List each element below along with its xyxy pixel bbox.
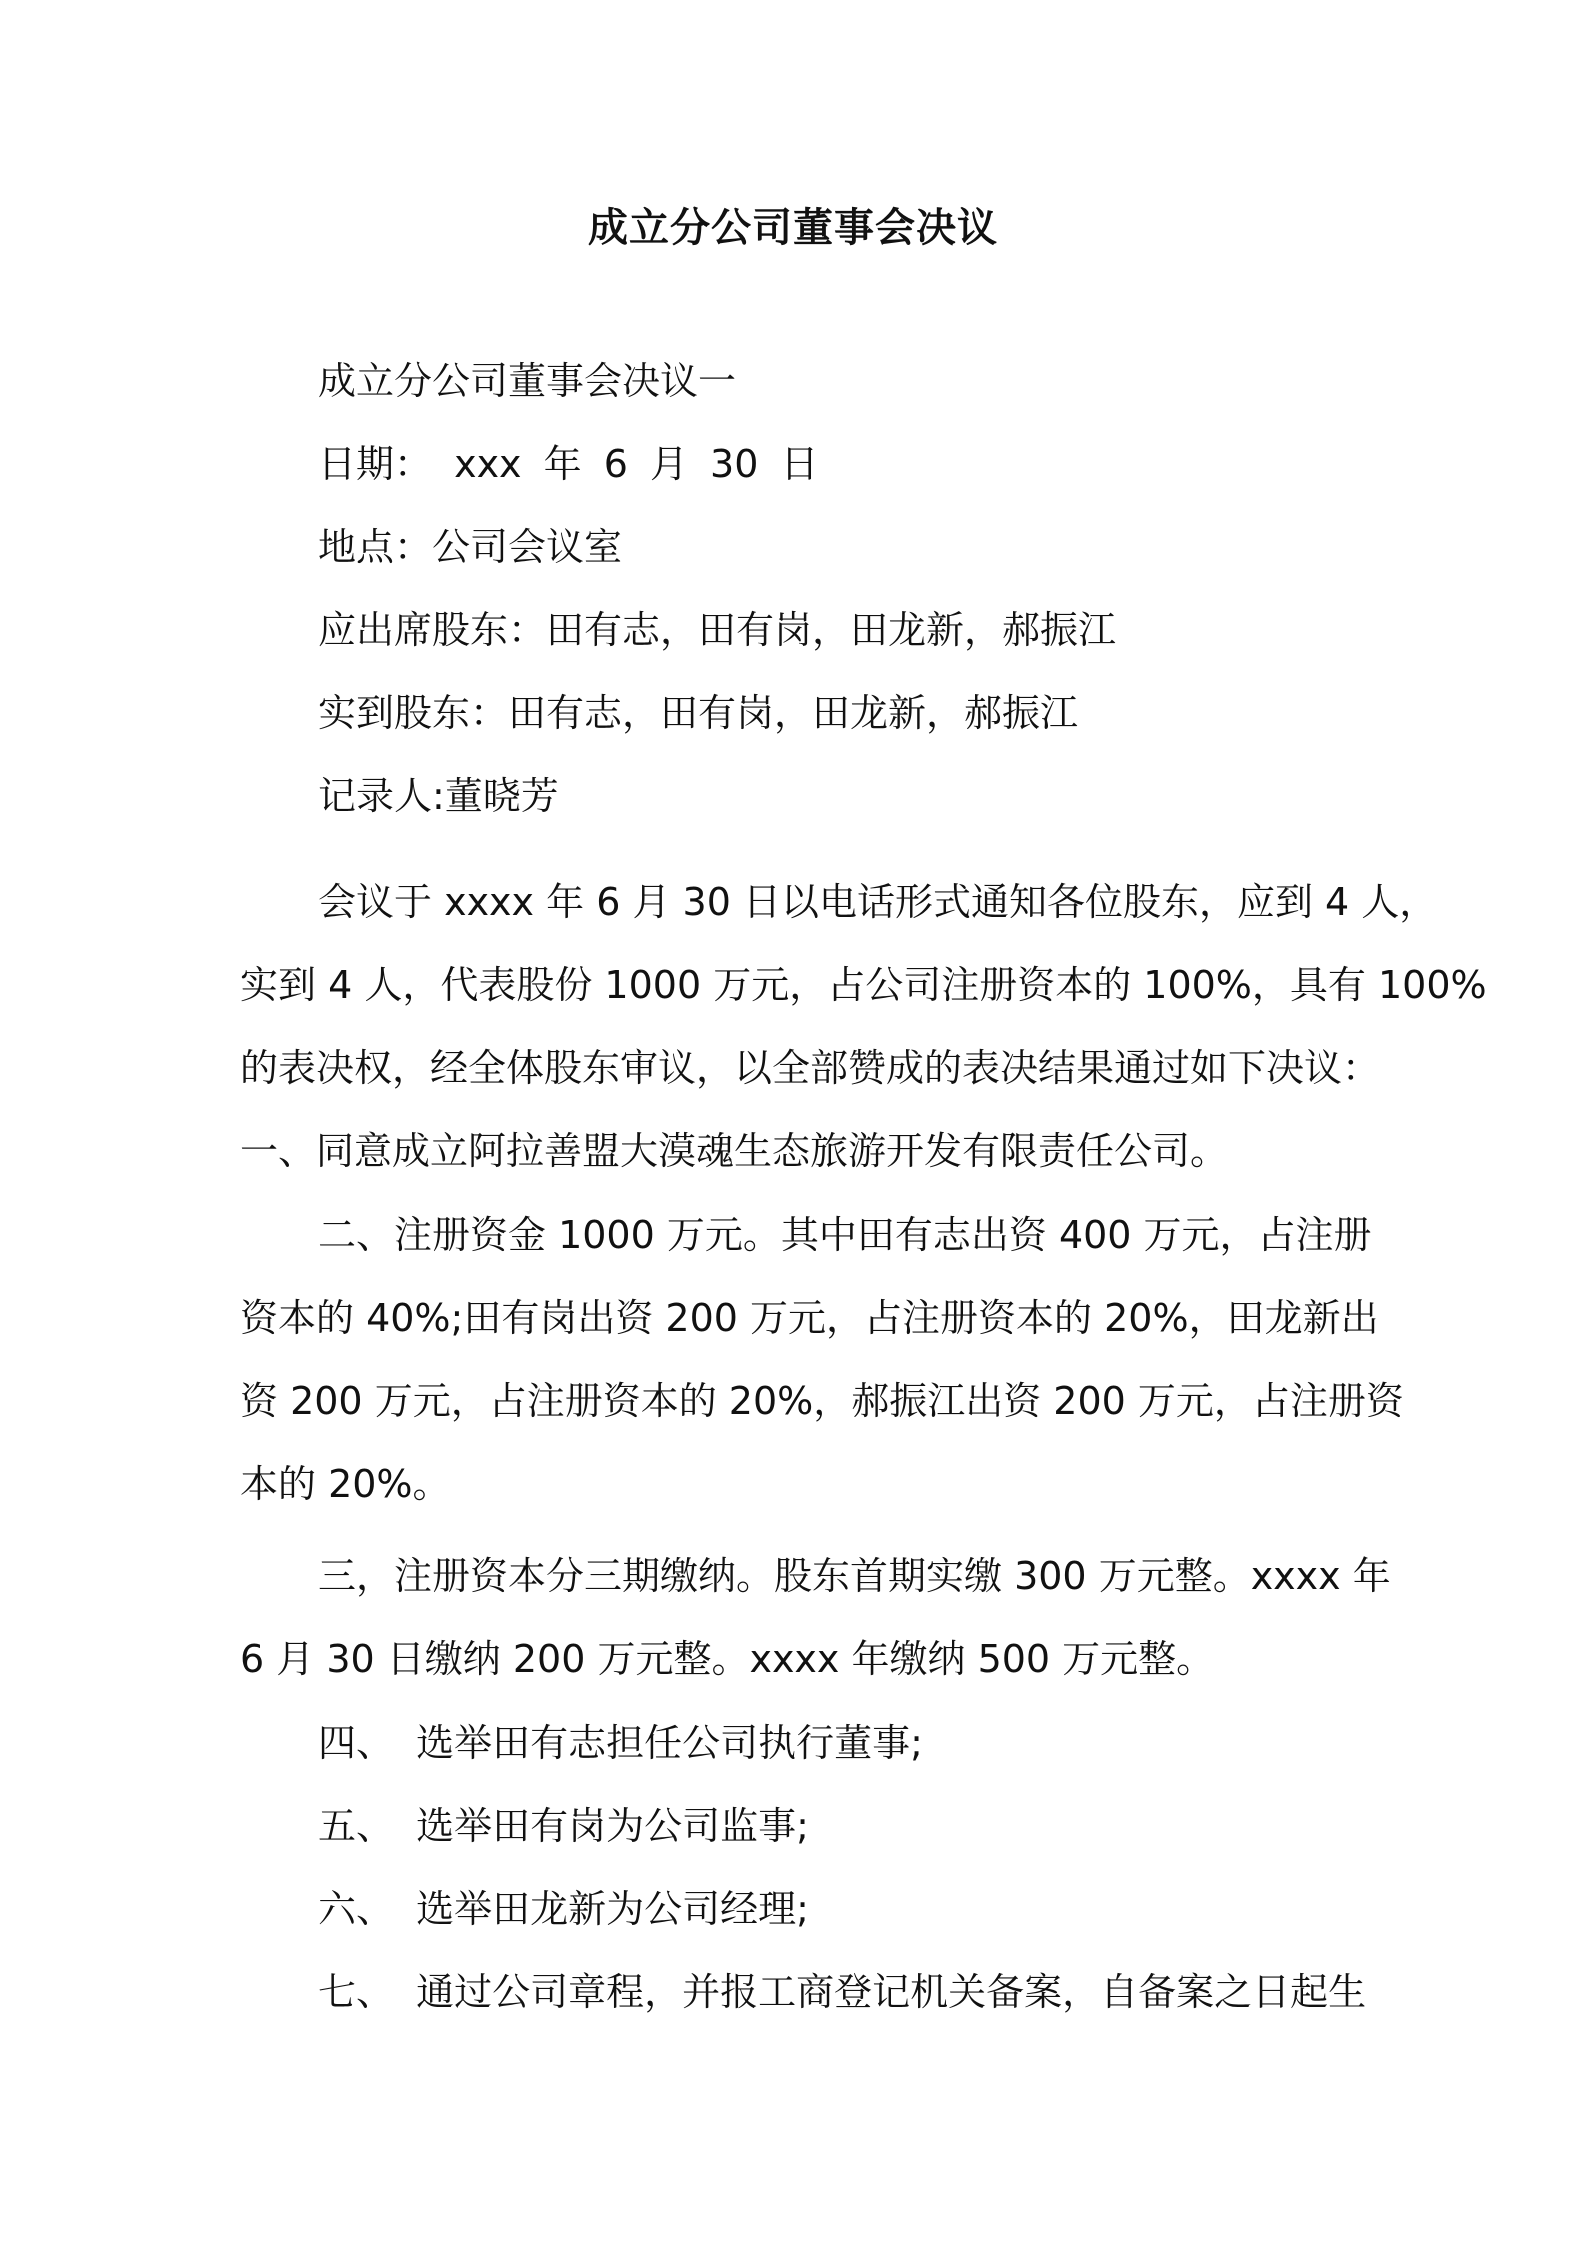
attending-shareholders-line: 实到股东：田有志，田有岗，田龙新，郝振江 [318, 691, 1079, 735]
resolution-subtitle: 成立分公司董事会决议一 [318, 359, 737, 403]
paragraph-line: 资 200 万元，占注册资本的 20%，郝振江出资 200 万元，占注册资 [240, 1379, 1404, 1423]
paragraph-line: 本的 20%。 [240, 1462, 451, 1506]
paragraph-line: 资本的 40%;田有岗出资 200 万元，占注册资本的 20%，田龙新出 [240, 1296, 1379, 1340]
paragraph-line: 实到 4 人，代表股份 1000 万元，占公司注册资本的 100%，具有 100% [240, 963, 1487, 1007]
expected-shareholders-line: 应出席股东：田有志，田有岗，田龙新，郝振江 [318, 608, 1117, 652]
paragraph-line: 二、注册资金 1000 万元。其中田有志出资 400 万元，占注册 [318, 1213, 1372, 1257]
paragraph-line: 三，注册资本分三期缴纳。股东首期实缴 300 万元整。xxxx 年 [318, 1554, 1391, 1598]
resolution-item-5: 五、 选举田有岗为公司监事; [318, 1804, 809, 1848]
date-line: 日期： xxx 年 6 月 30 日 [318, 442, 819, 486]
paragraph-line: 6 月 30 日缴纳 200 万元整。xxxx 年缴纳 500 万元整。 [240, 1637, 1215, 1681]
document-title: 成立分公司董事会决议 [588, 205, 998, 251]
resolution-item-1: 一、同意成立阿拉善盟大漠魂生态旅游开发有限责任公司。 [240, 1129, 1229, 1173]
location-line: 地点：公司会议室 [318, 525, 623, 569]
resolution-item-6: 六、 选举田龙新为公司经理; [318, 1887, 809, 1931]
paragraph-line: 的表决权，经全体股东审议，以全部赞成的表决结果通过如下决议： [240, 1046, 1381, 1090]
resolution-item-4: 四、 选举田有志担任公司执行董事; [318, 1721, 923, 1765]
recorder-line: 记录人:董晓芳 [318, 774, 559, 818]
resolution-item-7: 七、 通过公司章程，并报工商登记机关备案，自备案之日起生 [318, 1970, 1367, 2014]
paragraph-line: 会议于 xxxx 年 6 月 30 日以电话形式通知各位股东，应到 4 人， [318, 880, 1438, 924]
